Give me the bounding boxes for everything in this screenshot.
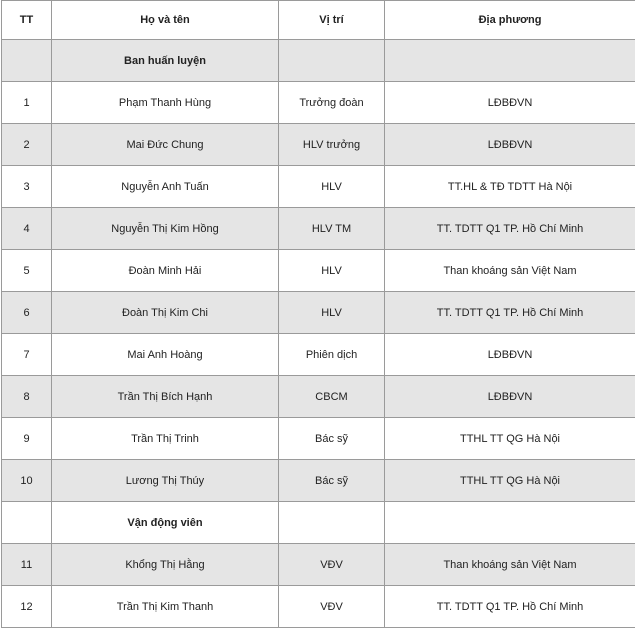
header-tt: TT <box>2 1 52 40</box>
table-row <box>2 334 635 376</box>
cell-name: Nguyễn Thị Kim Hồng <box>52 208 279 250</box>
section-empty-cell <box>385 40 635 82</box>
cell-tt: 9 <box>2 418 52 460</box>
cell-name: Nguyễn Anh Tuấn <box>52 166 279 208</box>
cell-position: Bác sỹ <box>279 460 385 502</box>
cell-name: Phạm Thanh Hùng <box>52 82 279 124</box>
header-name: Họ và tên <box>52 1 279 40</box>
cell-locality: TT.HL & TĐ TDTT Hà Nội <box>385 166 635 208</box>
cell-name: Đoàn Minh Hải <box>52 250 279 292</box>
cell-tt: 12 <box>2 586 52 628</box>
table-row <box>2 82 635 124</box>
cell-locality: TTHL TT QG Hà Nội <box>385 418 635 460</box>
cell-locality: LĐBĐVN <box>385 334 635 376</box>
section-label-athletes: Vận động viên <box>52 502 279 544</box>
cell-position: VĐV <box>279 586 385 628</box>
cell-locality: TTHL TT QG Hà Nội <box>385 460 635 502</box>
cell-locality: TT. TDTT Q1 TP. Hồ Chí Minh <box>385 208 635 250</box>
cell-tt: 11 <box>2 544 52 586</box>
table-row <box>2 166 635 208</box>
cell-tt: 3 <box>2 166 52 208</box>
section-empty-cell <box>279 40 385 82</box>
cell-position: VĐV <box>279 544 385 586</box>
cell-locality: TT. TDTT Q1 TP. Hồ Chí Minh <box>385 292 635 334</box>
section-empty-cell <box>385 502 635 544</box>
cell-position: CBCM <box>279 376 385 418</box>
cell-position: Trưởng đoàn <box>279 82 385 124</box>
cell-name: Trần Thị Trinh <box>52 418 279 460</box>
cell-locality: Than khoáng sản Việt Nam <box>385 544 635 586</box>
cell-tt: 5 <box>2 250 52 292</box>
cell-tt: 4 <box>2 208 52 250</box>
cell-position: HLV TM <box>279 208 385 250</box>
section-empty-cell <box>279 502 385 544</box>
table-row <box>2 208 635 250</box>
cell-name: Mai Anh Hoàng <box>52 334 279 376</box>
cell-name: Đoàn Thị Kim Chi <box>52 292 279 334</box>
cell-tt: 1 <box>2 82 52 124</box>
cell-name: Mai Đức Chung <box>52 124 279 166</box>
cell-locality: LĐBĐVN <box>385 376 635 418</box>
cell-position: HLV trưởng <box>279 124 385 166</box>
cell-position: HLV <box>279 250 385 292</box>
header-row <box>2 1 635 40</box>
table-row <box>2 460 635 502</box>
cell-tt: 10 <box>2 460 52 502</box>
cell-name: Lương Thị Thúy <box>52 460 279 502</box>
cell-tt: 2 <box>2 124 52 166</box>
header-locality: Địa phương <box>385 1 635 40</box>
cell-position: HLV <box>279 166 385 208</box>
cell-tt: 8 <box>2 376 52 418</box>
cell-locality: TT. TDTT Q1 TP. Hồ Chí Minh <box>385 586 635 628</box>
section-tt-cell <box>2 40 52 82</box>
section-row-coaching <box>2 40 635 82</box>
cell-tt: 7 <box>2 334 52 376</box>
section-label-coaching: Ban huấn luyện <box>52 40 279 82</box>
table-row <box>2 250 635 292</box>
cell-locality: LĐBĐVN <box>385 124 635 166</box>
table-row <box>2 376 635 418</box>
table-row <box>2 586 635 628</box>
cell-name: Khổng Thị Hằng <box>52 544 279 586</box>
cell-locality: Than khoáng sản Việt Nam <box>385 250 635 292</box>
roster-table <box>1 0 635 628</box>
cell-locality: LĐBĐVN <box>385 82 635 124</box>
cell-name: Trần Thị Bích Hạnh <box>52 376 279 418</box>
cell-position: Bác sỹ <box>279 418 385 460</box>
header-position: Vị trí <box>279 1 385 40</box>
table-row <box>2 418 635 460</box>
table-row <box>2 124 635 166</box>
cell-tt: 6 <box>2 292 52 334</box>
table-row <box>2 544 635 586</box>
table-row <box>2 292 635 334</box>
cell-name: Trần Thị Kim Thanh <box>52 586 279 628</box>
section-row-athletes <box>2 502 635 544</box>
cell-position: Phiên dịch <box>279 334 385 376</box>
section-tt-cell <box>2 502 52 544</box>
cell-position: HLV <box>279 292 385 334</box>
